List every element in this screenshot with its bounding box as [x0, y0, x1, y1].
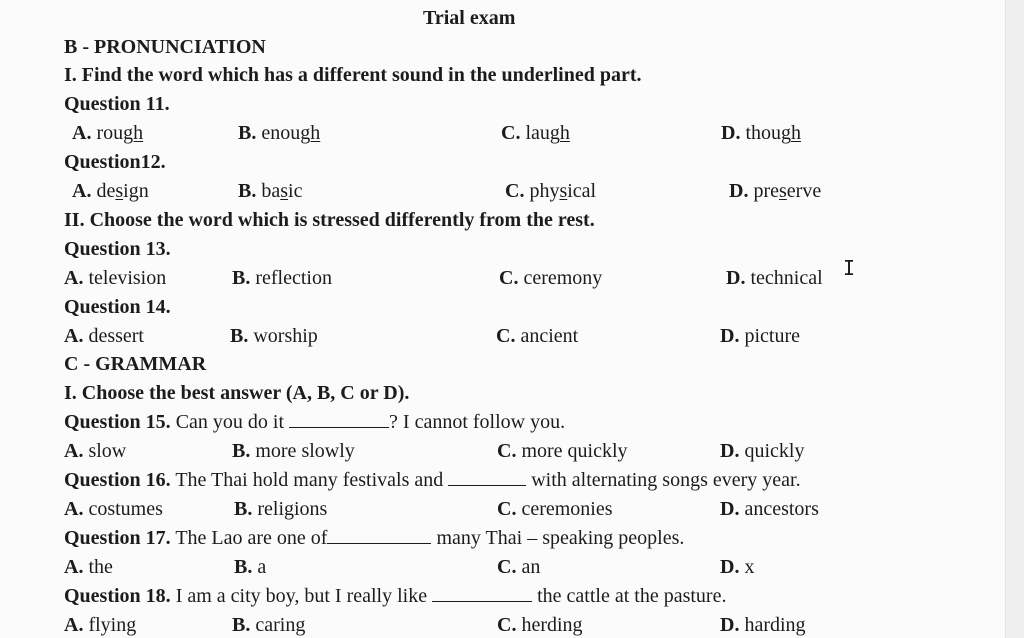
- answer-option[interactable]: B. more slowly: [232, 440, 355, 462]
- part-instruction: I. Choose the best answer (A, B, C or D).: [64, 382, 410, 404]
- answer-option[interactable]: D. preserve: [729, 180, 822, 202]
- answer-option[interactable]: D. quickly: [720, 440, 805, 462]
- question-stem: Question 17. The Lao are one of many Thai – speaking peoples.: [64, 527, 685, 549]
- answer-option[interactable]: B. basic: [238, 180, 303, 202]
- answer-option[interactable]: D. picture: [720, 325, 800, 347]
- answer-option[interactable]: B. reflection: [232, 267, 332, 289]
- answer-option[interactable]: D. harding: [720, 614, 806, 636]
- answer-blank[interactable]: [327, 527, 431, 544]
- answer-option[interactable]: C. physical: [505, 180, 597, 202]
- answer-option[interactable]: A. slow: [64, 440, 127, 462]
- part-instruction: II. Choose the word which is stressed differently from the rest.: [64, 209, 595, 231]
- page-title: Trial exam: [423, 7, 516, 29]
- answer-option[interactable]: A. television: [64, 267, 167, 289]
- text-cursor-icon: I: [843, 256, 856, 280]
- answer-option[interactable]: C. ceremony: [499, 267, 603, 289]
- answer-option[interactable]: C. laugh: [501, 122, 570, 144]
- answer-option[interactable]: B. caring: [232, 614, 306, 636]
- answer-option[interactable]: A. flying: [64, 614, 137, 636]
- answer-option[interactable]: D. though: [721, 122, 802, 144]
- answer-option[interactable]: B. a: [234, 556, 267, 578]
- answer-option[interactable]: D. ancestors: [720, 498, 819, 520]
- page-edge: [1005, 0, 1024, 638]
- question-label: Question 13.: [64, 238, 171, 260]
- answer-blank[interactable]: [448, 469, 526, 486]
- answer-option[interactable]: C. ancient: [496, 325, 579, 347]
- answer-option[interactable]: A. dessert: [64, 325, 144, 347]
- answer-blank[interactable]: [432, 585, 532, 602]
- answer-option[interactable]: D. x: [720, 556, 755, 578]
- answer-option[interactable]: D. technical: [726, 267, 823, 289]
- answer-blank[interactable]: [289, 411, 389, 428]
- answer-option[interactable]: B. enough: [238, 122, 321, 144]
- answer-option[interactable]: B. worship: [230, 325, 318, 347]
- question-stem: Question 15. Can you do it ? I cannot follow you.: [64, 411, 566, 433]
- answer-option[interactable]: C. an: [497, 556, 541, 578]
- answer-option[interactable]: A. design: [72, 180, 149, 202]
- answer-option[interactable]: A. rough: [72, 122, 144, 144]
- question-label: Question 11.: [64, 93, 170, 115]
- question-label: Question 14.: [64, 296, 171, 318]
- question-stem: Question 18. I am a city boy, but I really like the cattle at the pasture.: [64, 585, 727, 607]
- answer-option[interactable]: A. costumes: [64, 498, 163, 520]
- part-instruction: I. Find the word which has a different sound in the underlined part.: [64, 64, 642, 86]
- question-label: Question12.: [64, 151, 166, 173]
- question-stem: Question 16. The Thai hold many festivals and with alternating songs every year.: [64, 469, 801, 491]
- answer-option[interactable]: C. more quickly: [497, 440, 628, 462]
- section-heading-grammar: C - GRAMMAR: [64, 353, 207, 375]
- answer-option[interactable]: B. religions: [234, 498, 328, 520]
- answer-option[interactable]: C. ceremonies: [497, 498, 613, 520]
- answer-option[interactable]: C. herding: [497, 614, 583, 636]
- answer-option[interactable]: A. the: [64, 556, 113, 578]
- section-heading-pronunciation: B - PRONUNCIATION: [64, 36, 266, 58]
